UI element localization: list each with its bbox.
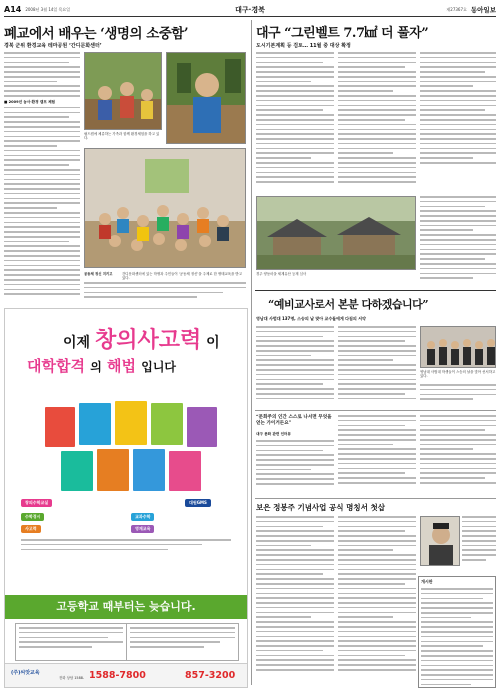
article1-subhead-1: ■ 2009년 농사·환경 캠프 체험 (4, 99, 56, 104)
article3-text-col2 (338, 326, 416, 406)
ad-pill: 사고력 (21, 525, 41, 533)
section-divider (255, 290, 496, 291)
ad-line1-suffix: 이 (206, 335, 220, 351)
ad-book-covers (15, 399, 239, 497)
article1-photo-1 (84, 52, 162, 130)
article2-photo (256, 196, 416, 270)
article3-photo (420, 326, 496, 368)
article3-text-col1 (256, 326, 334, 406)
issue-date: 2008년 3월 14일 목요일 (25, 6, 71, 12)
issue-number: 제27367호 (446, 6, 467, 12)
masthead (4, 3, 496, 17)
ad-phone1: 1588-7800 (89, 670, 146, 681)
ad-book (115, 401, 147, 445)
ad-book (79, 403, 111, 445)
article1-photo-3-caption: 간디문화센터에 있는 학생과 주민들이 ‘공동체 정신’을 주제로 한 생태교육을 받고 있다. (122, 272, 242, 281)
ad-brand: (주)씨앗교육 (11, 670, 40, 676)
article3-photo-caption: 영남대 사범대 학생들이 스승의 날을 맞아 선서하고 있다. (420, 370, 496, 379)
section-divider-2 (255, 410, 496, 411)
column-divider (251, 20, 252, 685)
article2-text-col4 (420, 196, 496, 286)
section-divider-3 (255, 498, 496, 499)
ad-line2-mid: 의 (90, 360, 102, 374)
ad-pill: 교과수학 (131, 513, 154, 521)
ad-book (97, 449, 129, 491)
article2-headline: 대구 “그린벨트 7.7㎢ 더 풀자” (256, 26, 429, 41)
article3-sub: 영남대 사범대 137명, 스승의 날 맞아 교수들에게 다짐의 서약 (256, 316, 366, 321)
article1-headline: 폐교에서 배우는 ‘생명의 소중함’ (4, 26, 189, 42)
ad-headline (5, 309, 247, 393)
article2-photo-caption: 경주 양동마을 세계유산 등재 심사 (256, 272, 307, 276)
ad-footer (5, 663, 247, 687)
ad-book (45, 407, 75, 447)
article1-photo-2-caption: 공동체 정신 지키고 (84, 272, 113, 276)
ad-tagline: 고등학교 때부터는 늦습니다. (5, 595, 247, 619)
ad-line1-main: 창의사고력 (94, 327, 202, 353)
article4-text-col3 (420, 415, 496, 495)
article5-text-col1 (256, 516, 334, 686)
ad-line2-end: 해법 (107, 357, 137, 375)
ad-book (133, 449, 165, 491)
article2-text-col3 (420, 52, 496, 192)
article1-text-bottom (84, 282, 246, 304)
ad-phone1-label: 전화 상담 1588- (59, 676, 85, 680)
ad-schedule-table (15, 623, 239, 661)
article5-headline: 보은 정봉주 기념사업 공식 명칭서 첫삽 (256, 503, 385, 512)
article3-headline: “예비교사로서 본분 다하겠습니다” (268, 298, 429, 311)
article1-photo-2 (166, 52, 246, 144)
ad-pill: 대원GMS (185, 499, 211, 507)
article2-text-col2 (338, 52, 416, 192)
ad-feature-pills (15, 497, 239, 559)
article5-text-col2 (338, 516, 416, 686)
ad-line1-prefix: 이제 (63, 335, 91, 351)
article1-text-col1 (4, 52, 80, 302)
ad-line2-main: 대학합격 (27, 357, 85, 375)
ad-book (151, 403, 183, 445)
page-number: A14 (4, 5, 22, 14)
ad-pill: 수학경시 (21, 513, 44, 521)
notice-board-title: 개시판 (421, 579, 433, 584)
ad-book (169, 451, 201, 491)
section-title: 대구·경북 (235, 5, 265, 14)
article4-sub: 대구 문화 관련 인터뷰 (256, 432, 291, 436)
article2-sub: 도시기본계획 등 검토… 11월 중 대상 확정 (256, 43, 351, 49)
ad-book (187, 407, 217, 447)
article4-headline: “문화주의 인간 스스로 나서면 무엇을 얻는 가이거든요” (256, 415, 332, 426)
ad-book (61, 451, 93, 491)
article1-photo-3 (84, 148, 246, 268)
article2-text-col1 (256, 52, 334, 192)
article4-text-col1 (256, 440, 334, 494)
article4-text-col2 (338, 415, 416, 495)
article5-photo (420, 516, 460, 566)
ad-pill: 영재교육 (131, 525, 154, 533)
article1-photo-1-caption: 필드캠에 체류하는 가족과 함께 환경체험을 하고 있다. (84, 132, 160, 141)
ad-phone2: 857-3200 (185, 670, 236, 681)
article1-sub: 경북 군위 환경교육 테마공원 ‘간디문화센터’ (4, 43, 102, 49)
ad-line2-tail: 입니다 (141, 360, 177, 374)
ad-pill: 창의수학교실 (21, 499, 52, 507)
paper-name: 동아일보 (470, 6, 496, 14)
notice-board-box (418, 576, 496, 688)
advertisement (4, 308, 248, 688)
